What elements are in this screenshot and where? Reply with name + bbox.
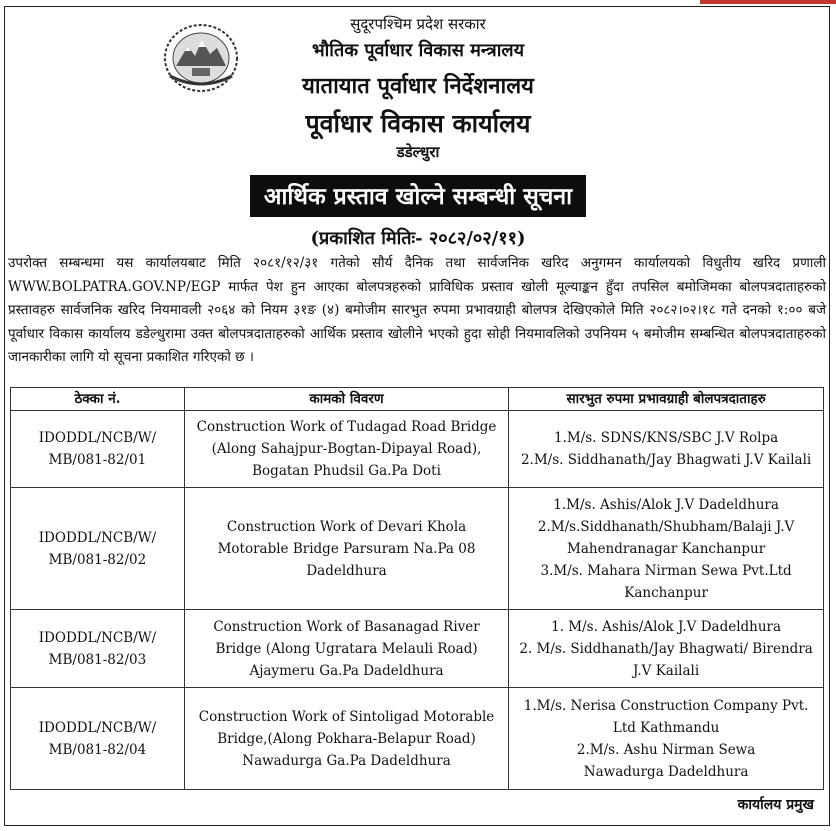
bidder-line: 1.M/s. Ashis/Alok J.V Dadeldhura (553, 496, 779, 513)
top-accent-bar (700, 0, 836, 4)
bidder-line: 1. M/s. Ashis/Alok J.V Dadeldhura (551, 618, 782, 635)
bidders-list (509, 411, 824, 488)
bidder-line: 2.M/s. Ashu Nirman Sewa (576, 741, 756, 758)
work-line: Construction Work of Sintoligad Motorable (198, 708, 495, 725)
work-line: Motorable Bridge Parsuram Na.Pa 08 (217, 540, 476, 557)
office-name: पूर्वाधार विकास कार्यालय (305, 109, 531, 138)
table-row (11, 688, 824, 790)
contract-line: MB/081-82/02 (48, 551, 147, 568)
bidder-line: 1.M/s. Nerisa Construction Company Pvt. (523, 697, 809, 714)
contract-number (11, 688, 185, 790)
bidders-table (10, 387, 824, 790)
bidders-list (509, 488, 824, 610)
work-line: Bridge,(Along Pokhara-Belapur Road) (217, 730, 476, 747)
office-location: डडेल्धुरा (396, 143, 440, 161)
bidder-line: Kanchanpur (624, 584, 708, 601)
work-line: Construction Work of Devari Khola (226, 518, 467, 535)
work-description (184, 411, 508, 488)
table-row (11, 411, 824, 488)
contract-line: IDODDL/NCB/W/ (38, 629, 157, 646)
contract-line: MB/081-82/03 (48, 651, 147, 668)
work-line: (Along Sahajpur-Bogtan-Dipayal Road), (211, 441, 482, 457)
ministry-name: भौतिक पूर्वाधार विकास मन्त्रालय (311, 40, 525, 61)
header-work-description: कामको विवरण (184, 388, 508, 411)
bidder-line: 3.M/s. Mahara Nirman Sewa Pvt.Ltd (540, 562, 792, 579)
work-description (184, 488, 508, 610)
work-line: Construction Work of Tudagad Road Bridge (196, 419, 497, 435)
published-date: (प्रकाशित मितिः- २०८२/०२/११) (310, 228, 526, 249)
directorate-name: यातायात पूर्वाधार निर्देशनालय (302, 73, 534, 99)
work-line: Bogatan Phudsil Ga.Pa Doti (252, 463, 441, 479)
bidders-list (509, 610, 824, 688)
header-bidders: सारभुत रुपमा प्रभावग्राही बोलपत्रदाताहरु (509, 388, 824, 411)
header-contract-no: ठेक्का नं. (11, 388, 185, 411)
contract-line: IDODDL/NCB/W/ (38, 430, 157, 446)
bidder-line: 1.M/s. SDNS/KNS/SBC J.V Rolpa (554, 430, 779, 446)
bidder-line: 2.M/s.Siddhanath/Shubham/Balaji J.V (537, 518, 795, 535)
table-row (11, 610, 824, 688)
work-line: Construction Work of Basanagad River (213, 618, 480, 635)
table-row (11, 488, 824, 610)
bidder-line: 2. M/s. Siddhanath/Jay Bhagwati/ Birendra (519, 640, 813, 657)
province-name: सुदूरपश्चिम प्रदेश सरकार (350, 15, 486, 33)
signature-office-chief: कार्यालय प्रमुख (737, 797, 814, 813)
work-description (184, 688, 508, 790)
work-description (184, 610, 508, 688)
contract-number (11, 411, 185, 488)
work-line: Ajaymeru Ga.Pa Dadeldhura (249, 662, 444, 679)
table-header-row (11, 388, 824, 411)
work-line: Bridge (Along Ugratara Melauli Road) (215, 640, 478, 657)
bidder-line: Ltd Kathmandu (612, 719, 720, 736)
contract-line: IDODDL/NCB/W/ (38, 529, 157, 546)
contract-line: MB/081-82/04 (48, 741, 147, 758)
contract-line: IDODDL/NCB/W/ (38, 719, 157, 736)
bidder-line: 2.M/s. Siddhanath/Jay Bhagwati J.V Kailali (520, 452, 812, 468)
contract-number (11, 610, 185, 688)
bidder-line: Mahendranagar Kanchanpur (567, 540, 766, 557)
notice-body: उपरोक्त सम्बन्धमा यस कार्यालयबाट मिति २०८१/१२/३१ गतेको सौर्य दैनिक तथा सार्वजनिक खरिद अनुगमन कार्यालयको विधुतीय खरिद प्रणाली WWW.BOLPATRA.GOV.NP/EGP मार्फत पेश हुन आएका बोलपत्रहरुको प्राविधिक प्रस्ताव खोली मूल्याङ्कन हुँदा तपसिल बमोजिमका बोलपत्रदाताहरुको प्रस्तावहरु सार्वजनिक खरिद नियमावली २०६४ को नियम ३१ङ (४) बमोजीम सारभुत रुपमा प्रभावग्राही बोलपत्र देखिएकोले मिति २०८२।०२।१८ गते दनको १:०० बजे पूर्वाधार विकास कार्यालय डडेल्धुरामा उक्त बोलपत्रदाताहरुको आर्थिक प्रस्ताव खोलीने भएको हुदा सोही नियमावलिको उपनियम ५ बमोजीम सम्बन्धित बोलपत्रदाताहरुको जानकारीका लागि यो सूचना प्रकाशित गरिएको छ । (8, 255, 826, 365)
work-line: Dadeldhura (306, 562, 387, 579)
bidder-line: Nawadurga Dadeldhura (583, 763, 749, 780)
contract-line: MB/081-82/01 (48, 452, 147, 468)
bidders-list (509, 688, 824, 790)
contract-number (11, 488, 185, 610)
work-line: Nawadurga Ga.Pa Dadeldhura (242, 752, 451, 769)
notice-title: आर्थिक प्रस्ताव खोल्ने सम्बन्धी सूचना (250, 175, 586, 217)
bidder-line: J.V Kailali (633, 662, 700, 679)
